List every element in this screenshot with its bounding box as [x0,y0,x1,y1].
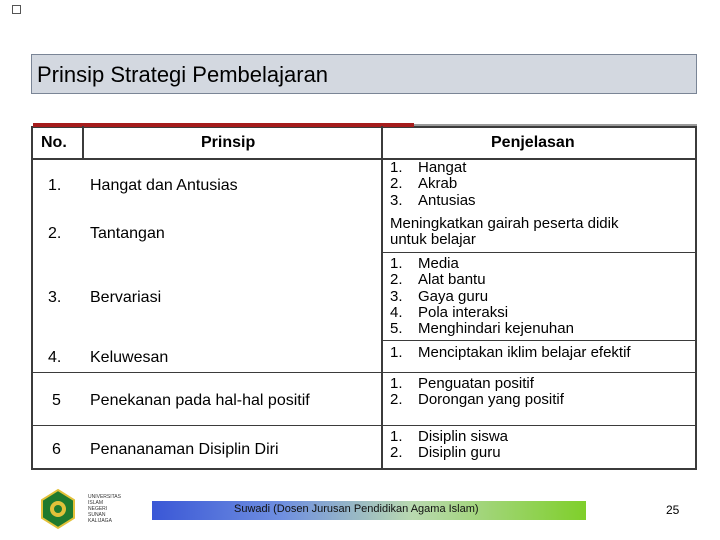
row-4-prinsip: Keluwesan [90,349,169,366]
row-divider-3-4 [383,340,697,341]
list-item: 2. Dorongan yang positif [390,391,564,409]
row-6-no: 6 [52,441,61,458]
list-item: 1. Hangat [390,159,467,176]
row-3-penjelasan [390,256,574,337]
row-6-prinsip: Penananaman Disiplin Diri [90,441,279,458]
list-item: 2. Disiplin guru [390,444,501,462]
header-accent-gray [414,124,697,126]
row-5-penjelasan [390,376,564,409]
slide-title: Prinsip Strategi Pembelajaran [37,62,329,87]
list-item: 3. Gaya guru [390,287,489,305]
row-2-prinsip: Tantangan [90,225,165,242]
header-no: No. [41,134,67,151]
row-3-no: 3. [48,289,62,306]
row-1-no: 1. [48,177,62,194]
text-line: Meningkatkan gairah peserta didik [390,215,619,232]
footer-author: Suwadi (Dosen Jurusan Pendidikan Agama Islam) [234,503,479,515]
column-divider-penjelasan [381,126,383,470]
corner-square-decoration [12,5,21,14]
row-4-penjelasan [390,345,631,361]
header-prinsip: Prinsip [201,134,256,151]
list-item: 1. Media [390,255,459,272]
row-2-no: 2. [48,225,62,242]
list-item: 1. Menciptakan iklim belajar efektif [390,344,631,361]
row-1-prinsip: Hangat dan Antusias [90,177,238,194]
row-divider-4-5 [31,372,697,373]
header-divider [31,158,697,160]
header-accent-red [33,123,414,127]
row-3-prinsip: Bervariasi [90,289,162,306]
logo-text: UNIVERSITAS ISLAM NEGERI SUNAN KALIJAGA [88,494,121,524]
title-bar [31,54,697,94]
list-item: 4. Pola interaksi [390,303,509,321]
row-divider-2-3 [383,252,697,253]
list-item: 1. Disiplin siswa [390,428,509,445]
row-divider-5-6 [31,425,697,426]
list-item: 2. Akrab [390,175,458,193]
row-1-penjelasan [390,160,476,209]
header-penjelasan: Penjelasan [491,134,575,151]
row-5-no: 5 [52,392,61,409]
column-divider-no [82,126,84,160]
page-number: 25 [666,503,680,517]
text-line: untuk belajar [390,231,476,249]
uin-emblem-icon [38,488,78,530]
list-item: 5. Menghindari kejenuhan [390,320,574,338]
row-4-no: 4. [48,349,62,366]
row-5-prinsip: Penekanan pada hal-hal positif [90,392,310,409]
list-item: 3. Antusias [390,191,476,209]
row-2-penjelasan [390,216,618,249]
row-6-penjelasan [390,429,508,462]
list-item: 2. Alat bantu [390,271,486,289]
list-item: 1. Penguatan positif [390,375,534,392]
